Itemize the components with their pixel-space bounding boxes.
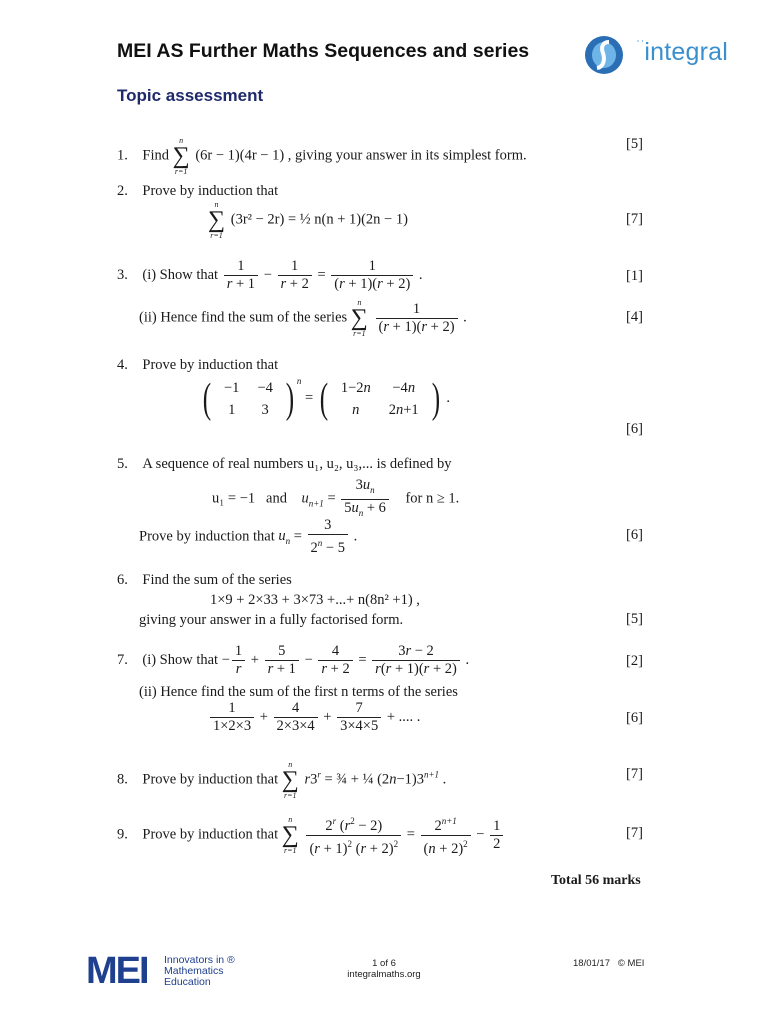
mark-q6: [5] xyxy=(626,611,643,627)
footer-date: 18/01/17 xyxy=(573,958,610,969)
question-7i: 7. (i) Show that − $\frac{1}{r}$ + $\frac{5}{r + 1}$ − $\frac{4}{r + 2}$ = $\frac{3r - 2}{r(r + 1)(r + 2)}$ . xyxy=(117,643,470,677)
question-6-instruction: giving your answer in a fully factorised form. xyxy=(139,612,404,628)
question-8: 8. Prove by induction that n ∑ r=1 $r3^r$ = ¾ + ¼ $(2n-1)3^{n+1}$ . xyxy=(117,760,447,800)
page-title: MEI AS Further Maths Sequences and series xyxy=(117,40,530,62)
section-subtitle: Topic assessment xyxy=(117,86,264,105)
integral-logo xyxy=(582,34,742,74)
page-number: 1 of 6 xyxy=(372,958,396,969)
mark-q9: [7] xyxy=(626,825,643,841)
integral-logo-text: $^{ˈˈ}$integral xyxy=(636,38,729,66)
mark-q8: [7] xyxy=(626,766,643,782)
question-4-matrix-equation: ( −1 −4 1 3 ) $^n$ = ( 1−2n −4n n 2n+1 ) . xyxy=(202,375,450,422)
mei-logo xyxy=(86,952,256,990)
footer-site: integralmaths.org xyxy=(347,969,421,980)
question-6-series: 1×9 + 2×33 + 3×73 +...+ n(8n² +1) , xyxy=(210,592,420,608)
total-marks: Total 56 marks xyxy=(551,873,641,888)
mark-q3ii: [4] xyxy=(626,309,643,325)
mark-q3i: [1] xyxy=(626,268,643,284)
question-1: 1. Find n ∑ r=1 (6r − 1)(4r − 1) , giving your answer in its simplest form. xyxy=(117,136,527,176)
question-3ii: (ii) Hence find the sum of the series n ∑ r=1 $\frac{1}{(r + 1)(r + 2)}$ . xyxy=(139,298,467,338)
question-3i: 3. (i) Show that $\frac{1}{r + 1}$ − $\frac{1}{r + 2}$ = $\frac{1}{(r + 1)(r + 2)}$ . xyxy=(117,258,423,292)
footer-right xyxy=(573,958,644,969)
mark-q5: [6] xyxy=(626,527,643,543)
mark-q4: [6] xyxy=(626,421,643,437)
mark-q2: [7] xyxy=(626,211,643,227)
question-7ii: (ii) Hence find the sum of the first n terms of the series xyxy=(139,684,458,700)
mark-q7ii: [6] xyxy=(626,710,643,726)
sigma-symbol: n ∑ r=1 xyxy=(172,136,190,176)
question-5-recurrence: u₁ = −1 and $u_{n+1}$ = $\frac{3u_n}{5u_n + 6}$ for n ≥ 1. xyxy=(212,477,460,518)
integral-logo-icon xyxy=(582,34,632,76)
mei-logo-tagline: Innovators in ® Mathematics Education xyxy=(164,954,235,988)
question-9: 9. Prove by induction that n ∑ r=1 $\frac{2^r (r^2 - 2)}{(r + 1)^2 (r + 2)^2}$ = $\frac{2^{n+1}}{(n + 2)^2}$ − $\frac{1}{2}$ xyxy=(117,813,505,858)
footer-copyright: © MEI xyxy=(617,958,645,969)
question-2-equation: n ∑ r=1 (3r² − 2r) = ½ n(n + 1)(2n − 1) xyxy=(208,200,408,240)
mei-logo-text: MEI xyxy=(86,950,148,992)
question-2: 2. Prove by induction that xyxy=(117,183,279,199)
mark-q7i: [2] xyxy=(626,653,643,669)
mark-q1: [5] xyxy=(626,136,643,152)
question-7-series: $\frac{1}{1\times 2\times 3}$ + $\frac{4}{2\times 3\times 4}$ + $\frac{7}{3\times 4\times 5}$ + .... . xyxy=(208,700,420,735)
question-4: 4. Prove by induction that xyxy=(117,357,279,373)
question-6: 6. Find the sum of the series xyxy=(117,572,292,588)
footer-center xyxy=(342,958,426,980)
question-5-prove: Prove by induction that $u_n$ = $\frac{3}{2^n - 5}$ . xyxy=(139,517,358,556)
question-5: 5. A sequence of real numbers u₁, u₂, u₃,... is defined by xyxy=(117,456,452,472)
